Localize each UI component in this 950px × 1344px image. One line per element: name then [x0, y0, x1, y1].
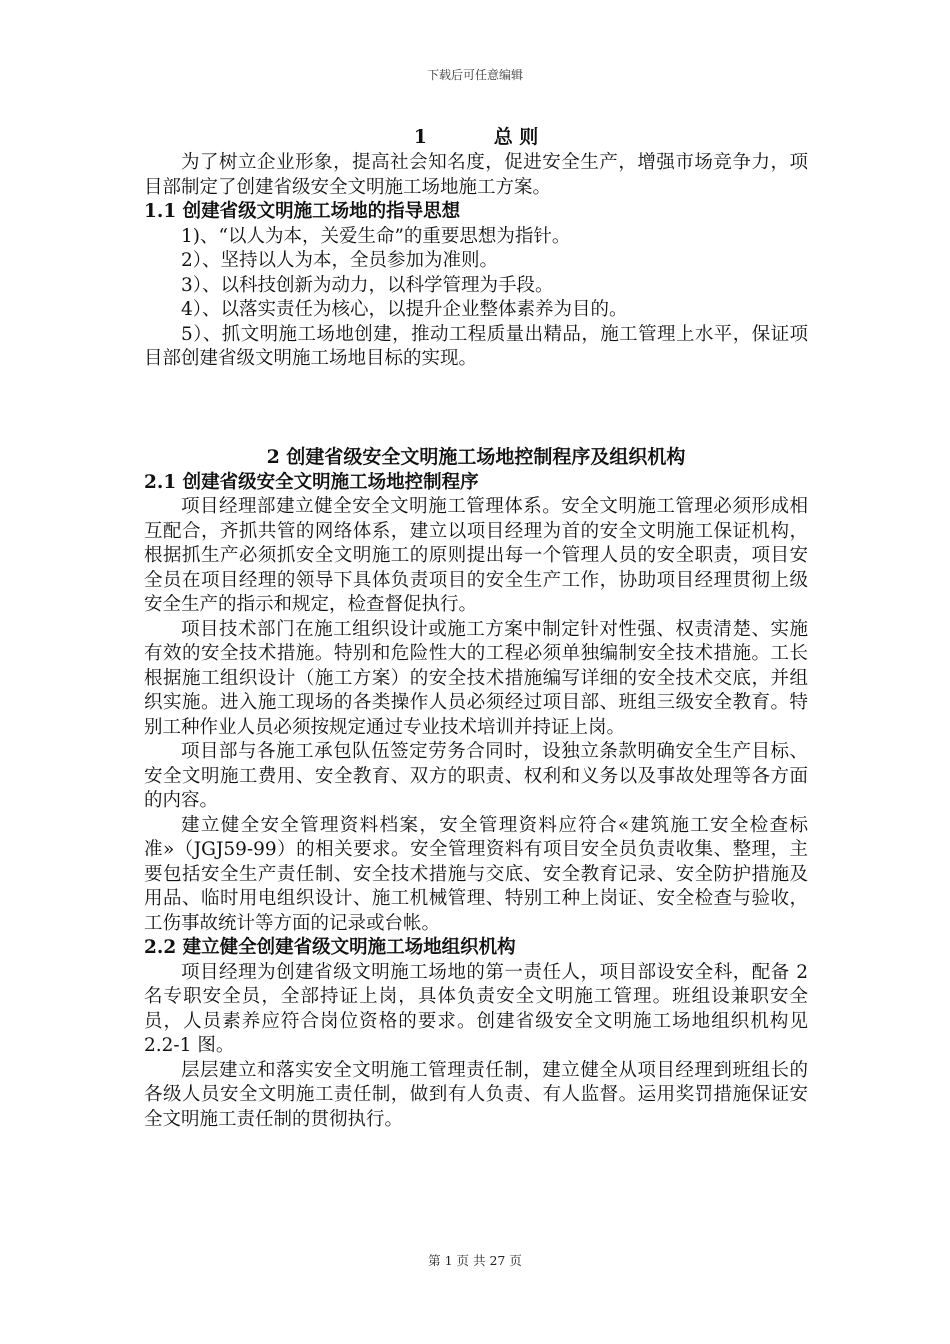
guideline-item: 5）、抓文明施工场地创建，推动工程质量出精品，施工管理上水平，保证项目部创建省级文明施工场地目标的实现。 — [144, 323, 808, 369]
paragraph: 项目部与各施工承包队伍签定劳务合同时，设独立条款明确安全生产目标、安全文明施工费用、安全教育、双方的职责、权利和义务以及事故处理等各方面的内容。 — [144, 741, 808, 811]
section-1-heading — [144, 124, 808, 151]
guideline-item: 3）、以科技创新为动力，以科学管理为手段。 — [181, 274, 554, 296]
page-header: 下载后可任意编辑 — [426, 68, 523, 82]
section-1-intro: 为了树立企业形象，提高社会知名度，促进安全生产，增强市场竞争力，项目部制定了创建省级安全文明施工场地施工方案。 — [144, 152, 808, 198]
section-2-heading: 2 创建省级安全文明施工场地控制程序及组织机构 — [266, 445, 686, 468]
guideline-item: 1)、“以人为本，关爱生命”的重要思想为指针。 — [181, 225, 571, 247]
page-footer: 第 1 页 共 27 页 — [428, 1253, 522, 1268]
guideline-item: 4）、以落实责任为核心，以提升企业整体素养为目的。 — [181, 299, 628, 320]
paragraph: 项目经理为创建省级文明施工场地的第一责任人，项目部设安全科，配备 2 名专职安全员，全部持证上岗，具体负责安全文明施工管理。班组设兼职安全员，人员素养应符合岗位资格的要求。创建省级安全文明施工场地组织机构见 2.2-1 图。 — [144, 961, 808, 1056]
guideline-item: 2）、坚持以人为本，全员参加为准则。 — [181, 250, 499, 271]
subsection-2-2-heading: 2.2 建立健全创建省级文明施工场地组织机构 — [144, 937, 516, 958]
section-1-number: 1 — [413, 126, 427, 148]
document-body — [144, 124, 808, 1132]
section-spacer — [144, 372, 808, 444]
paragraph: 层层建立和落实安全文明施工管理责任制，建立健全从项目经理到班组长的各级人员安全文明施工责任制，做到有人负责、有人监督。运用奖罚措施保证安全文明施工责任制的贯彻执行。 — [144, 1059, 808, 1130]
paragraph: 建立健全安全管理资料档案，安全管理资料应符合«建筑施工安全检查标准»（JGJ59-99）的相关要求。安全管理资料有项目安全员负责收集、整理，主要包括安全生产责任制、安全技术措施与交底、安全教育记录、安全防护措施及用品、临时用电组织设计、施工机械管理、特别工种上岗证、安全检查与验收，工伤事故统计等方面的记录或台帐。 — [144, 814, 808, 934]
paragraph: 项目技术部门在施工组织设计或施工方案中制定针对性强、权责清楚、实施有效的安全技术措施。特别和危险性大的工程必须单独编制安全技术措施。工长根据施工组织设计（施工方案）的安全技术措施编写详细的安全技术交底，并组织实施。进入施工现场的各类操作人员必须经过项目部、班组三级安全教育。特别工种作业人员必须按规定通过专业技术培训并持证上岗。 — [144, 618, 808, 738]
paragraph: 项目经理部建立健全安全文明施工管理体系。安全文明施工管理必须形成相互配合，齐抓共管的网络体系，建立以项目经理为首的安全文明施工保证机构，根据抓生产必须抓安全文明施工的原则提出每一个管理人员的安全职责，项目安全员在项目经理的领导下具体负责项目的安全生产工作，协助项目经理贯彻上级安全生产的指示和规定，检查督促执行。 — [144, 496, 808, 615]
subsection-1-1-heading: 1.1 创建省级文明施工场地的指导思想 — [144, 201, 461, 222]
subsection-2-1-heading: 2.1 创建省级安全文明施工场地控制程序 — [144, 471, 479, 493]
section-1-title: 总 则 — [493, 126, 539, 148]
